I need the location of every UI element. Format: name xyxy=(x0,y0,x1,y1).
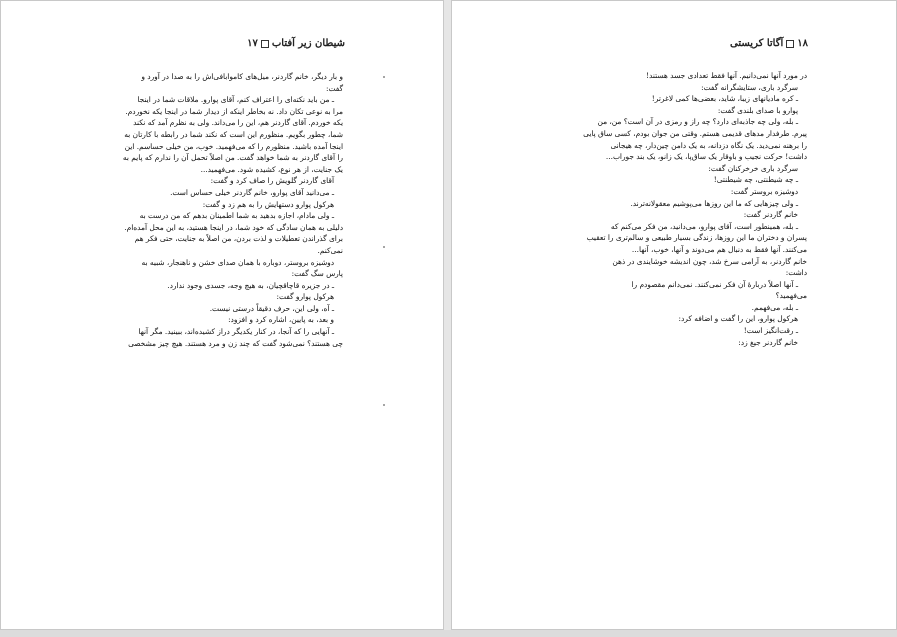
text-line: ـ بله، ولی چه جاذبه‌ای دارد؟ چه راز و رمزی در آن است؟ من، من xyxy=(597,117,798,127)
text-line: و بار دیگر، خانم گاردنر، میل‌های کاموابافی‌اش را به صدا در آورد و xyxy=(141,72,343,81)
text-line: را برهنه نمی‌دید. یک نگاه دزدانه، به یک دامن چین‌دار، چه هیجانی xyxy=(610,140,807,150)
header-separator-icon xyxy=(786,40,794,48)
text-line: ـ می‌دانید آقای پوارو، خانم گاردنر خیلی حساس است. xyxy=(170,187,334,197)
text-line: ـ در جزیره قاچاقچیان، به هیچ وجه، جسدی وجود ندارد. xyxy=(167,280,334,290)
left-page-body xyxy=(101,71,343,349)
right-page-body xyxy=(557,70,807,348)
text-line: ـ من باید نکته‌ای را اعتراف کنم، آقای پوارو. ملاقات شما در اینجا xyxy=(137,95,334,105)
right-page xyxy=(451,0,897,630)
text-line: ـ ولی چیزهایی که ما این روزها می‌پوشیم معقولانه‌ترند. xyxy=(630,198,798,208)
text-line: مرا به نوعی تکان داد. نه بخاطر اینکه از دیدار شما در اینجا یکه نخوردم. xyxy=(125,106,343,116)
text-line: ـ رقت‌انگیز است! xyxy=(743,326,798,336)
text-line: دلیلی به همان سادگی که خود شما، در اینجا هستید، به این محل آمده‌ام. xyxy=(124,222,343,232)
left-book-title: شیطان زیر آفتاب xyxy=(271,38,345,49)
text-line: داشت! حرکت نجیب و باوقار یک ساق‌پا، یک زانو، یک بند جوراب... xyxy=(605,152,807,162)
margin-mark xyxy=(383,76,385,78)
text-line: هرکول پوارو گفت: xyxy=(276,292,334,302)
text-line: یکه خوردم. آقای گاردنر هم، این را می‌داند. ولی به نظرم آمد که نکند xyxy=(133,118,343,128)
right-page-header xyxy=(730,38,808,49)
text-line: پوارو با صدای بلندی گفت: xyxy=(717,105,798,115)
text-line: هرکول پوارو دستهایش را به هم زد و گفت: xyxy=(202,199,334,209)
text-line: دوشیزه بروستر، دوباره با همان صدای خشن و ناهنجار، شبیه به xyxy=(141,257,334,267)
text-line: ـ بله، می‌فهمم. xyxy=(751,302,798,312)
text-line: ـ آنهایی را که آنجا، در کنار یکدیگر دراز کشیده‌اند، ببینید. مگر آنها xyxy=(138,327,334,337)
text-line: اینجا آمده باشید. منظورم را که می‌فهمید. خوب، من خیلی حساسم. این xyxy=(124,141,343,151)
text-line: خانم گاردنر گفت: xyxy=(743,210,798,220)
text-line: پیرم. طرفدار مدهای قدیمی هستم. وقتی من جوان بودم، کسی ساق پایی xyxy=(583,128,807,138)
text-line: ـ ولی مادام، اجازه بدهید به شما اطمینان بدهم که من درست به xyxy=(139,211,334,221)
right-author-name: آگاتا کریستی xyxy=(730,38,784,49)
text-line: سرگرد باری، ستایشگرانه گفت: xyxy=(701,82,798,92)
text-line: پسران و دختران ما این روزها، زندگی بسیار طبیعی و سالم‌تری را تعقیب xyxy=(586,233,807,243)
margin-mark xyxy=(383,404,385,406)
text-line: یک جنایت، از هر نوع، کشیده شود. می‌فهمید... xyxy=(200,164,343,174)
text-line: ـ بله، همینطور است، آقای پوارو، می‌دانید، من فکر می‌کنم که xyxy=(610,221,798,231)
text-line: برای گذراندن تعطیلات و لذت بردن، من اصلاً به جنایت، حتی فکر هم xyxy=(134,234,343,244)
text-line: دوشیزه بروستر گفت: xyxy=(730,186,798,196)
text-line: می‌کنند. آنها فقط به دنبال هم می‌دوند و آنها، خوب، آنها... xyxy=(631,244,807,254)
left-page-number: ۱۷ xyxy=(247,38,258,49)
header-separator-icon xyxy=(261,40,269,48)
text-line: و بعد، به پایین، اشاره کرد و افزود: xyxy=(228,315,334,325)
text-line: در مورد آنها نمی‌دانیم. آنها فقط تعدادی جسد هستند! xyxy=(646,71,807,80)
text-line: ـ کره مادیانهای زیبا، شاید، بعضی‌ها کمی لاغرتر! xyxy=(651,94,798,104)
text-line: خانم گاردنر جیغ زد: xyxy=(738,337,798,347)
right-page-number: ۱۸ xyxy=(797,38,808,49)
text-line: داشت: xyxy=(785,268,807,278)
text-line: آقای گاردنر گلویش را صاف کرد و گفت: xyxy=(210,176,334,186)
text-line: شما، چطور بگویم. منظورم این است که نکند شما در رابطه با کارتان به xyxy=(124,129,343,139)
margin-mark xyxy=(383,246,385,248)
text-line: خانم گاردنر، به آرامی سرخ شد، چون اندیشه خوشایندی در ذهن xyxy=(612,256,807,266)
text-line: ـ آنها اصلاً درباره‌ٔ آن فکر نمی‌کنند. نمی‌دانم مقصودم را xyxy=(631,279,798,289)
text-line: ـ چه شیطنتی، چه شیطنتی! xyxy=(713,175,798,185)
text-line: را آقای گاردنر به شما خواهد گفت. من اصلاً تحمل آن را ندارم که پایم به xyxy=(122,153,343,163)
text-line: چی هستند؟ نمی‌شود گفت که چند زن و مرد هستند. هیچ چیز مشخصی xyxy=(128,338,343,348)
text-line: سرگرد باری خرخرکنان گفت: xyxy=(708,163,798,173)
viewer-bottom-strip xyxy=(0,630,897,637)
text-line: هرکول پوارو، این را گفت و اضافه کرد: xyxy=(678,314,798,324)
text-line: گفت: xyxy=(325,83,343,93)
text-line: ـ آه، ولی این، حرف دقیقاً درستی نیست. xyxy=(209,303,334,313)
left-page xyxy=(0,0,444,630)
text-line: پارس سگ گفت: xyxy=(291,269,343,279)
left-page-header xyxy=(247,38,345,49)
text-line: می‌فهمید؟ xyxy=(775,291,807,301)
text-line: نمی‌کنم. xyxy=(317,245,343,255)
